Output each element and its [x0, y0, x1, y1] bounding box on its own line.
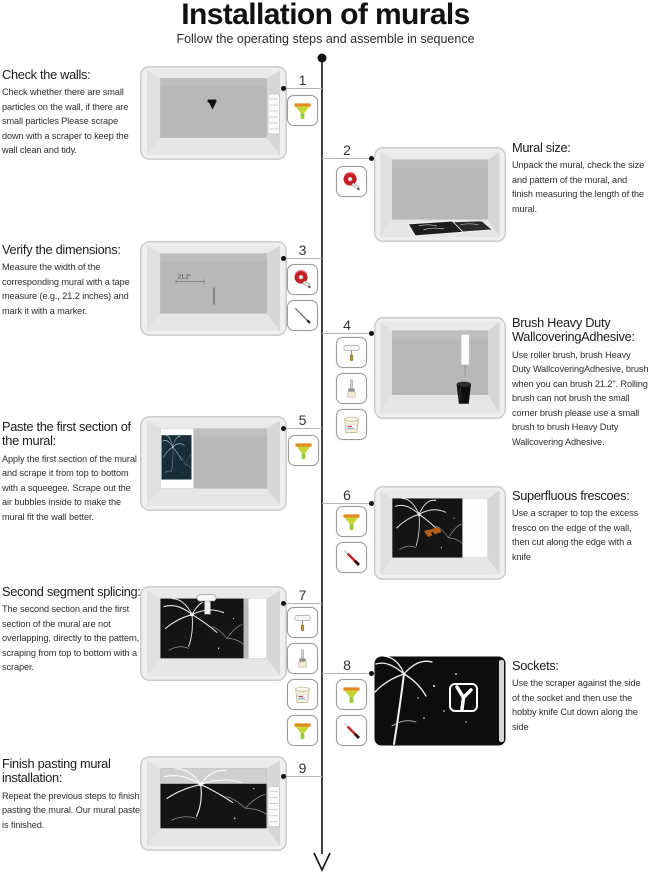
step-1-tools — [287, 95, 318, 126]
dimension-label: 21.2" — [178, 274, 191, 281]
step-9-text — [2, 757, 142, 832]
step-7-connector — [283, 587, 322, 604]
step-3-connector — [283, 242, 322, 259]
step-2-body: Unpack the mural, check the size and pattern of the mural, and finish measuring the length of the mural. — [512, 160, 645, 214]
step-6-text — [512, 489, 649, 564]
step-1-number: 1 — [298, 72, 307, 88]
step-6-title: Superfluous frescoes: — [512, 488, 630, 503]
step-6-connector — [322, 487, 372, 504]
step-7-figure — [140, 586, 287, 681]
mural-area — [161, 599, 244, 659]
roller-icon — [287, 607, 318, 638]
step-8-title: Sockets: — [512, 658, 559, 673]
knife-icon — [336, 715, 367, 746]
step-3-title: Verify the dimensions: — [2, 242, 121, 257]
timeline-start-dot — [318, 54, 327, 63]
step-8-text — [512, 659, 649, 734]
step-2-connector — [322, 142, 372, 159]
step-1-title: Check the walls: — [2, 67, 91, 82]
step-6-tools — [336, 506, 367, 573]
step-1-text — [2, 68, 142, 158]
step-1-connector — [283, 72, 322, 89]
adhesive-bucket — [457, 382, 471, 404]
step-2-tools — [336, 166, 367, 197]
marker-icon — [287, 300, 318, 331]
step-8-connector — [322, 657, 372, 674]
step-7-title: Second segment splicing: — [2, 584, 141, 599]
mural-area — [392, 499, 462, 558]
radiator — [268, 786, 280, 826]
step-5-figure — [140, 416, 287, 511]
step-5-title: Paste the first section of the mural: — [2, 419, 131, 449]
step-2-title: Mural size: — [512, 140, 571, 155]
squeegee-icon — [287, 715, 318, 746]
mural-first-strip — [161, 429, 194, 489]
step-4-text — [512, 316, 649, 449]
squeegee-icon — [336, 679, 367, 710]
timeline-arrow-icon — [314, 853, 330, 870]
tape-measure-icon — [336, 166, 367, 197]
step-8-figure — [374, 656, 506, 746]
step-4-connector — [322, 317, 372, 334]
step-6-number: 6 — [343, 487, 351, 503]
step-4-tools — [336, 337, 367, 440]
step-3-figure — [140, 241, 287, 336]
flat-brush-icon — [336, 373, 367, 404]
page-subtitle: Follow the operating steps and assemble in sequence — [176, 32, 475, 46]
squeegee-icon — [287, 95, 318, 126]
knife-icon — [336, 542, 367, 573]
step-9-body: Repeat the previous steps to finish pasting the mural. Our mural paste is finished. — [2, 790, 141, 830]
step-9-figure — [140, 756, 287, 851]
step-4-number: 4 — [343, 317, 351, 333]
step-5-text — [2, 420, 142, 524]
step-2-text — [512, 141, 649, 216]
uncovered-wall — [249, 599, 267, 659]
step-3-number: 3 — [298, 242, 307, 258]
step-4-body: Use roller brush, brush Heavy Duty WallcoveringAdhesive, brush when you can brush 21.2". Rolling brush can not brush the small corner brush please use a small brush to brush Heavy Duty Wallcovering Adhesive. — [512, 349, 649, 447]
step-8-number: 8 — [343, 657, 351, 673]
bucket-icon — [336, 409, 367, 440]
step-7-text — [2, 585, 142, 675]
step-3-tools — [287, 264, 318, 331]
step-9-number: 9 — [298, 760, 307, 776]
step-9-title: Finish pasting mural installation: — [2, 756, 111, 786]
bucket-icon — [287, 679, 318, 710]
step-2-number: 2 — [343, 142, 351, 158]
step-3-text — [2, 243, 142, 318]
page-title: Installation of murals — [181, 0, 470, 31]
radiator — [268, 94, 280, 134]
flat-brush-icon — [287, 643, 318, 674]
step-8-body: Use the scraper against the side of the socket and then use the hobby knife Cut down along the side — [512, 678, 641, 732]
step-9-connector — [283, 760, 322, 777]
tape-measure-icon — [287, 264, 318, 295]
step-5-connector — [283, 412, 322, 429]
step-6-figure — [374, 486, 506, 580]
step-5-tools — [288, 435, 319, 466]
step-5-number: 5 — [298, 412, 307, 428]
step-1-body: Check whether there are small particles on the wall, if there are small particles Please scrape down with a scraper to keep the wall clean and tidy. — [2, 87, 129, 156]
step-5-body: Apply the first section of the mural and scrape it from top to bottom with a squeegee. Scrape out the air bubbles inside to make the mural fit the wall better. — [2, 453, 137, 522]
step-8-tools — [336, 679, 367, 746]
squeegee-icon — [336, 506, 367, 537]
step-6-body: Use a scraper to top the excess fresco on the edge of the wall, then cut along the edge with a knife — [512, 508, 639, 562]
roller-icon — [336, 337, 367, 368]
step-2-figure — [374, 147, 506, 242]
step-7-body: The second section and the first section of the mural are not overlapping, directly to the pattern, scraping from top to bottom with a scraper. — [2, 604, 140, 673]
step-7-tools — [287, 607, 318, 746]
step-4-title: Brush Heavy Duty WallcoveringAdhesive: — [512, 315, 635, 345]
step-1-figure — [140, 66, 287, 160]
step-3-body: Measure the width of the corresponding mural with a tape measure (e.g., 21.2 inches) and mark it with a marker. — [2, 262, 130, 316]
uncovered-wall — [462, 499, 487, 558]
squeegee-icon — [288, 435, 319, 466]
step-7-number: 7 — [298, 587, 307, 603]
wall-edge — [499, 660, 504, 742]
step-4-figure — [374, 317, 506, 419]
mural-sky — [161, 769, 267, 784]
